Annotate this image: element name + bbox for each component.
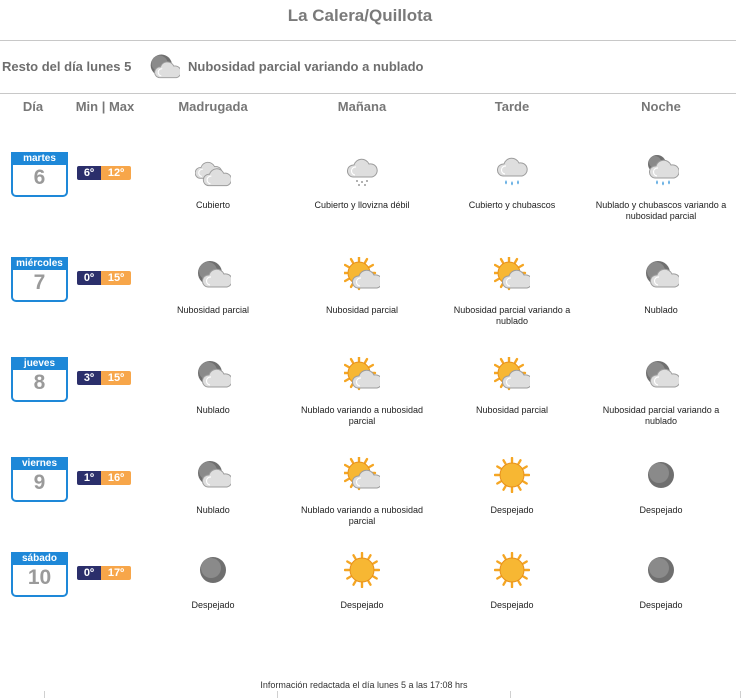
forecast-row <box>0 152 744 252</box>
day-weekday: martes <box>11 152 68 165</box>
forecast-cell <box>138 357 288 457</box>
forecast-cell <box>586 552 736 652</box>
day-calendar-badge <box>11 152 68 197</box>
sun-cloud-icon <box>344 457 380 493</box>
temp-max: 17º <box>101 566 131 580</box>
temp-max: 15º <box>101 271 131 285</box>
forecast-label: Nublado variando a nubosidad parcial <box>300 405 424 426</box>
forecast-label: Despejado <box>490 600 534 610</box>
header-tarde: Tarde <box>494 99 530 114</box>
sun-icon <box>344 552 380 588</box>
moon-cloud-icon <box>195 257 231 293</box>
forecast-label: Nubosidad parcial variando a nublado <box>453 305 571 326</box>
forecast-label: Nubosidad parcial <box>475 405 549 415</box>
forecast-label: Cubierto <box>195 200 231 210</box>
forecast-cell <box>287 552 437 652</box>
forecast-label: Nublado <box>196 405 230 415</box>
forecast-label: Nubosidad parcial <box>325 305 399 315</box>
day-weekday: sábado <box>11 552 68 565</box>
moon-cloud-icon <box>195 457 231 493</box>
divider <box>0 93 736 94</box>
sun-icon <box>494 457 530 493</box>
moon-cloud-icon <box>195 357 231 393</box>
moon-cloud-icon <box>643 357 679 393</box>
rest-of-day-label: Resto del día lunes 5 <box>2 59 132 74</box>
forecast-label: Nublado <box>196 505 230 515</box>
cloudy-icon <box>195 152 231 188</box>
sun-icon <box>494 552 530 588</box>
forecast-cell <box>138 552 288 652</box>
temperature-range <box>77 471 131 485</box>
forecast-label: Cubierto y llovizna débil <box>314 200 410 210</box>
day-weekday: viernes <box>11 457 68 470</box>
footer-info: Información redactada el día lunes 5 a las 17:08 hrs <box>260 680 468 690</box>
forecast-cell <box>138 457 288 557</box>
forecast-cell <box>287 457 437 557</box>
forecast-label: Nublado <box>644 305 678 315</box>
header-manana: Mañana <box>337 99 387 114</box>
forecast-label: Despejado <box>340 600 384 610</box>
moon-showers-icon <box>643 152 679 188</box>
forecast-cell <box>437 357 587 457</box>
divider <box>510 691 511 698</box>
temp-min: 1º <box>77 471 101 485</box>
forecast-label: Nubosidad parcial <box>176 305 250 315</box>
day-number: 7 <box>33 271 46 294</box>
forecast-cell <box>586 457 736 557</box>
temp-max: 15º <box>101 371 131 385</box>
forecast-label: Nubosidad parcial variando a nublado <box>602 405 720 426</box>
day-number: 10 <box>27 566 52 589</box>
forecast-cell <box>287 357 437 457</box>
divider <box>277 691 278 698</box>
day-calendar-badge <box>11 552 68 597</box>
day-weekday: jueves <box>11 357 68 370</box>
divider <box>0 40 736 41</box>
forecast-cell <box>437 257 587 357</box>
forecast-cell <box>437 152 587 252</box>
sun-cloud-icon <box>344 257 380 293</box>
moon-cloud-icon <box>643 257 679 293</box>
forecast-label: Despejado <box>191 600 235 610</box>
forecast-row <box>0 457 744 557</box>
header-noche: Noche <box>641 99 681 114</box>
day-calendar-badge <box>11 257 68 302</box>
temp-max: 12º <box>101 166 131 180</box>
forecast-label: Cubierto y chubascos <box>468 200 556 210</box>
moon-icon <box>643 552 679 588</box>
temperature-range <box>77 166 131 180</box>
forecast-label: Nublado variando a nubosidad parcial <box>300 505 424 526</box>
day-weekday: miércoles <box>11 257 68 270</box>
day-number: 6 <box>33 166 46 189</box>
forecast-cell <box>586 357 736 457</box>
forecast-cell <box>437 552 587 652</box>
forecast-cell <box>437 457 587 557</box>
moon-icon <box>195 552 231 588</box>
forecast-cell <box>287 152 437 252</box>
forecast-label: Despejado <box>490 505 534 515</box>
temp-min: 0º <box>77 271 101 285</box>
day-number: 9 <box>33 471 46 494</box>
rest-of-day-description: Nubosidad parcial variando a nublado <box>188 59 424 74</box>
temperature-range <box>77 271 131 285</box>
sun-cloud-icon <box>344 357 380 393</box>
forecast-cell <box>138 152 288 252</box>
forecast-cell <box>586 152 736 252</box>
showers-icon <box>494 152 530 188</box>
forecast-row <box>0 357 744 457</box>
temp-min: 6º <box>77 166 101 180</box>
forecast-cell <box>287 257 437 357</box>
temp-min: 3º <box>77 371 101 385</box>
temperature-range <box>77 566 131 580</box>
moon-cloud-icon <box>148 51 180 83</box>
day-calendar-badge <box>11 357 68 402</box>
forecast-cell <box>586 257 736 357</box>
divider <box>740 691 741 698</box>
header-minmax: Min | Max <box>75 99 135 114</box>
sun-cloud-icon <box>494 257 530 293</box>
moon-icon <box>643 457 679 493</box>
forecast-label: Despejado <box>639 600 683 610</box>
day-calendar-badge <box>11 457 68 502</box>
forecast-label: Despejado <box>639 505 683 515</box>
day-number: 8 <box>33 371 46 394</box>
forecast-row <box>0 257 744 357</box>
temp-max: 16º <box>101 471 131 485</box>
forecast-row <box>0 552 744 652</box>
sun-cloud-icon <box>494 357 530 393</box>
divider <box>44 691 45 698</box>
header-madrugada: Madrugada <box>178 99 248 114</box>
temp-min: 0º <box>77 566 101 580</box>
drizzle-icon <box>344 152 380 188</box>
forecast-cell <box>138 257 288 357</box>
forecast-label: Nublado y chubascos variando a nubosidad parcial <box>595 200 727 221</box>
page-title: La Calera/Quillota <box>287 6 433 25</box>
header-day: Día <box>22 99 44 114</box>
temperature-range <box>77 371 131 385</box>
